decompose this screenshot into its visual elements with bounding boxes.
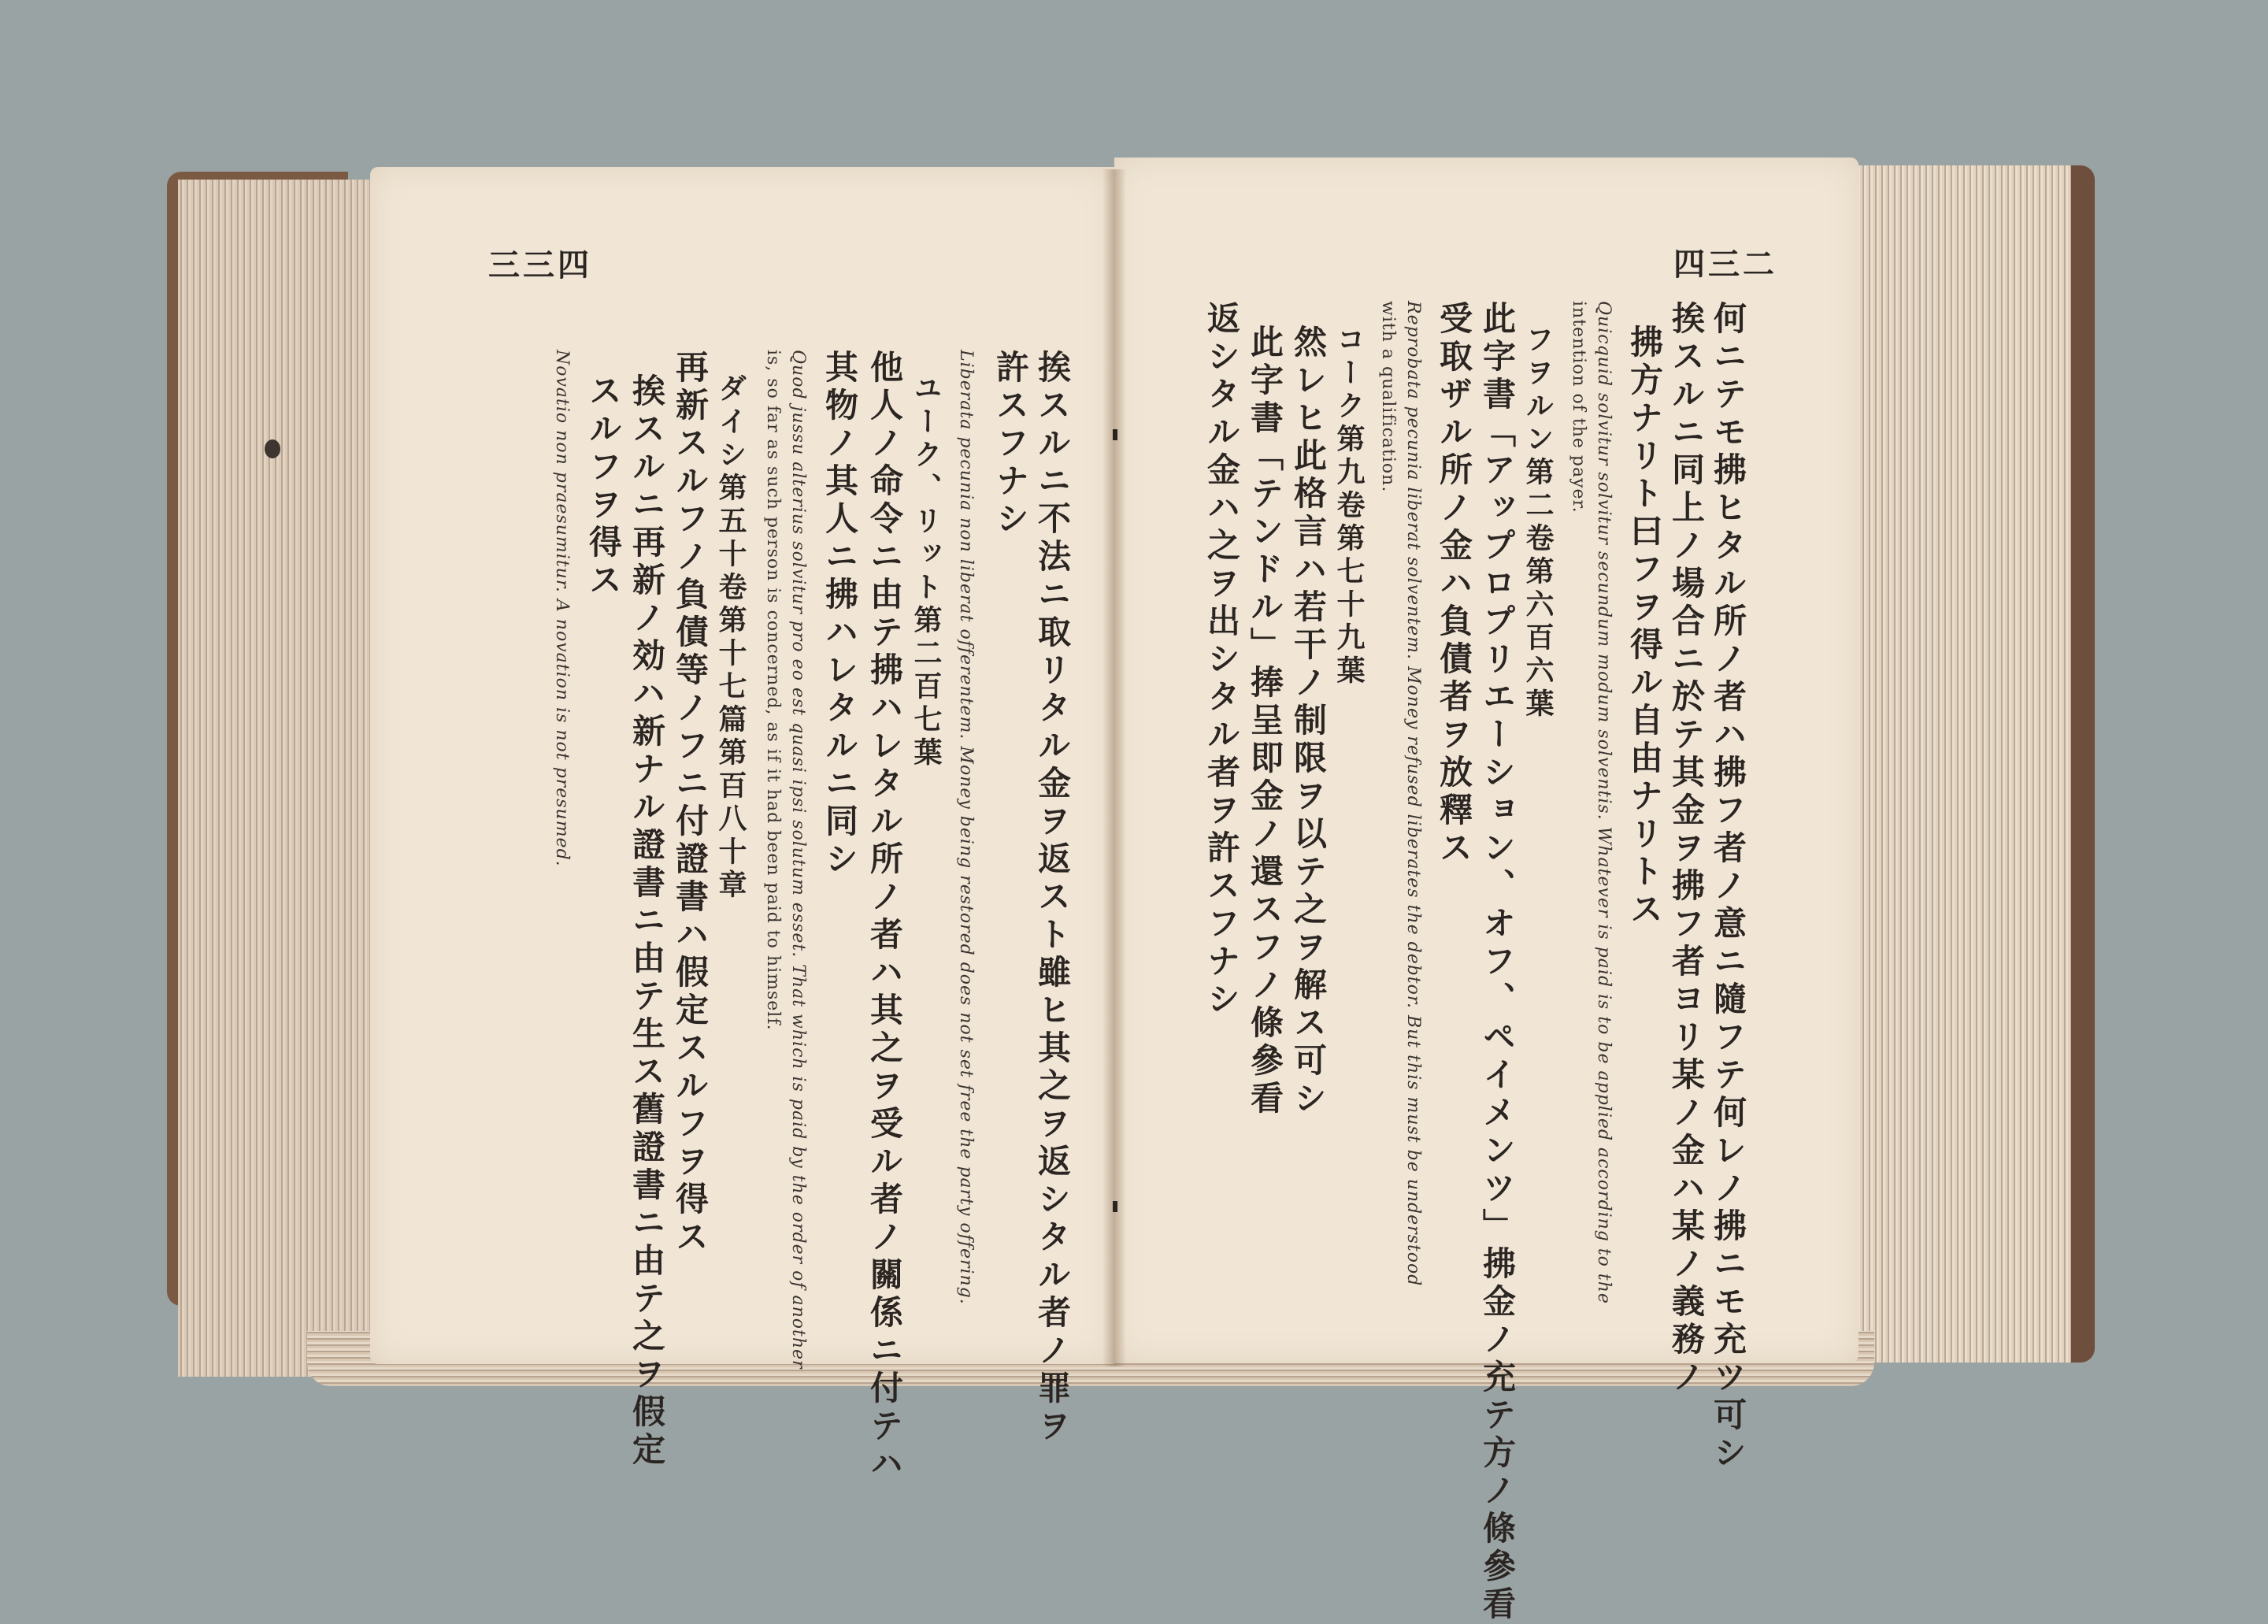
english-column: intention of the payer. [1569,301,1588,514]
english-column: is, so far as such person is concerned, as if it had been paid to himself. [763,350,783,1031]
text-column: 許スフナシ [991,350,1030,539]
right-page [1114,158,1858,1624]
text-column: 他人ノ命令ニ由テ拂ハレタル所ノ者ハ其之ヲ受ル者ノ關係ニ付テハ [865,350,904,1484]
text-column: 挨スルニ再新ノ効ハ新ナル證書ニ由テ生ス舊證書ニ由テ之ヲ假定 [628,373,666,1470]
text-column: 挨スルニ同上ノ場合ニ於テ其金ヲ拂フ者ヨリ某ノ金ハ某ノ義務ノ [1667,301,1706,1397]
page-stack-right [1835,165,2071,1363]
english-column: with a qualification. [1378,301,1398,493]
text-column: スルフヲ得ス [584,373,623,600]
page-number: 四三二 [1673,246,1777,283]
text-column: 此字書「テンドル」捧呈即金ノ還スフノ條參看 [1246,324,1284,1118]
latin-column: Novatio non praesumitur. A novation is not presumed. [552,350,572,867]
binding-stitch [1113,429,1117,440]
text-column: 拂方ナリト曰フヲ得ル自由ナリトス [1625,324,1664,929]
binding-hole [265,439,280,458]
text-column: 再新スルフノ負債等ノフニ付證書ハ假定スルフヲ得ス [671,350,710,1257]
latin-column: Liberata pecunia non liberat offerentem. Money being restored does not set free the party offering. [956,350,976,1305]
text-column: 然レヒ此格言ハ若干ノ制限ヲ以テ之ヲ解ス可シ [1289,324,1328,1118]
text-column: 何ニテモ拂ヒタル所ノ者ハ拂フ者ノ意ニ隨フテ何レノ拂ニモ充ツ可シ [1709,301,1747,1473]
left-page [370,167,1114,1484]
page-stack-left [178,180,391,1377]
latin-column: Quicquid solvitur solvitur secundum modum solventis. Whatever is paid is to be applied according to the [1594,301,1614,1304]
text-column: 受取ザル所ノ金ハ負債者ヲ放釋ス [1435,301,1473,868]
text-column: 返シタル金ハ之ヲ出シタル者ヲ許スフナシ [1203,301,1241,1019]
latin-column: Reprobata pecunia liberat solventem. Money refused liberates the debtor. But this must be understood [1403,301,1423,1287]
citation-column: フヲルン第二卷第六百六葉 [1521,324,1555,721]
text-column: 其物ノ其人ニ拂ハレタルニ同シ [821,350,859,879]
page-number: 三三四 [488,247,592,284]
citation-column: コーク第九卷第七十九葉 [1332,324,1366,688]
citation-column: ユーク、リット第二百七葉 [910,373,943,770]
text-column: 此字書「アップロプリエーション、オフ、ペイメンツ」拂金ノ充テ方ノ條參看 [1478,301,1517,1624]
latin-column: Quod jussu alterius solvitur pro eo est quasi ipsi solutum esset. That which is paid by the order of another [788,350,808,1370]
citation-column: ダイシ第五十卷第十七篇第百八十章 [714,373,747,903]
binding-stitch [1113,1201,1117,1212]
text-column: 挨スルニ不法ニ取リタル金ヲ返スト雖ヒ其之ヲ返シタル者ノ罪ヲ [1033,350,1072,1446]
book-gutter [1102,169,1126,1366]
